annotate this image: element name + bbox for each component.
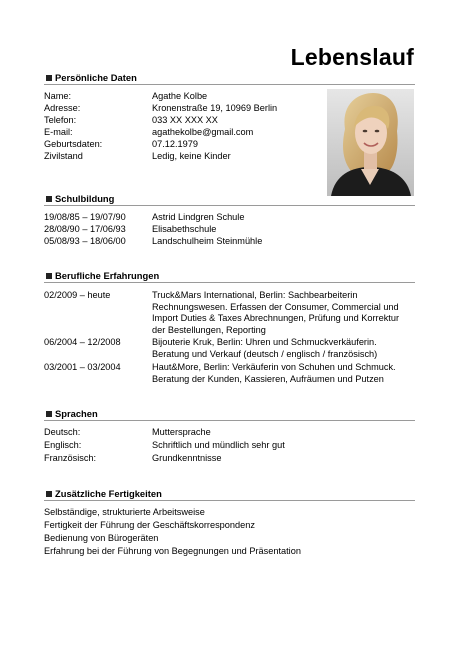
bullet-square-icon xyxy=(46,273,52,279)
skill-item: Selbständige, strukturierte Arbeitsweise xyxy=(44,507,205,517)
date-range: 28/08/90 – 17/06/93 xyxy=(44,224,126,234)
section-heading-label: Zusätzliche Fertigkeiten xyxy=(55,488,162,499)
field-value: agathekolbe@gmail.com xyxy=(152,127,254,137)
section-heading-school xyxy=(44,193,415,206)
skill-item: Bedienung von Bürogeräten xyxy=(44,533,159,543)
field-label: E-mail: xyxy=(44,127,73,137)
skill-item: Erfahrung bei der Führung von Begegnungen und Präsentation xyxy=(44,546,301,556)
skill-item: Fertigkeit der Führung der Geschäftskorrespondenz xyxy=(44,520,255,530)
date-range: 02/2009 – heute xyxy=(44,290,111,300)
page-title: Lebenslauf xyxy=(290,44,414,70)
field-value: 033 XX XXX XX xyxy=(152,115,218,125)
date-range: 19/08/85 – 19/07/90 xyxy=(44,212,126,222)
language-name: Französisch: xyxy=(44,453,97,463)
language-name: Deutsch: xyxy=(44,427,81,437)
school-name: Landschulheim Steinmühle xyxy=(152,236,263,246)
school-name: Elisabethschule xyxy=(152,224,217,234)
bullet-square-icon xyxy=(46,196,52,202)
portrait-icon xyxy=(327,89,414,196)
date-range: 06/2004 – 12/2008 xyxy=(44,337,121,347)
section-heading-skills xyxy=(44,488,415,501)
bullet-square-icon xyxy=(46,491,52,497)
section-heading-label: Persönliche Daten xyxy=(55,72,137,83)
field-value: Kronenstraße 19, 10969 Berlin xyxy=(152,103,278,113)
job-description: Haut&More, Berlin: Verkäuferin von Schuhen und Schmuck. Beratung der Kunden, Kassieren, Aufräumen und Putzen xyxy=(152,362,396,384)
field-value: 07.12.1979 xyxy=(152,139,198,149)
language-name: Englisch: xyxy=(44,440,82,450)
language-level: Grundkenntnisse xyxy=(152,453,222,463)
section-heading-work xyxy=(44,270,415,283)
profile-photo xyxy=(327,89,414,196)
school-name: Astrid Lindgren Schule xyxy=(152,212,245,222)
field-label: Telefon: xyxy=(44,115,77,125)
field-label: Name: xyxy=(44,91,72,101)
section-heading-label: Sprachen xyxy=(55,408,98,419)
section-heading-label: Berufliche Erfahrungen xyxy=(55,270,160,281)
job-description: Bijouterie Kruk, Berlin: Uhren und Schmuckverkäuferin. Beratung und Verkauf (deutsch / englisch / französisch) xyxy=(152,337,378,359)
job-description: Truck&Mars International, Berlin: Sachbearbeiterin Rechnungswesen. Erfassen der Consumer, Commercial und Import Duties & Taxes Abrechnungen, Prüfung und Korrektur der Bestellungen, Reporting xyxy=(152,290,400,335)
field-label: Zivilstand xyxy=(44,151,83,161)
section-heading-label: Schulbildung xyxy=(55,193,115,204)
date-range: 05/08/93 – 18/06/00 xyxy=(44,236,126,246)
language-level: Schriftlich und mündlich sehr gut xyxy=(152,440,285,450)
date-range: 03/2001 – 03/2004 xyxy=(44,362,121,372)
section-heading-languages xyxy=(44,408,415,421)
bullet-square-icon xyxy=(46,75,52,81)
field-label: Geburtsdaten: xyxy=(44,139,103,149)
section-heading-personal xyxy=(44,72,415,85)
field-value: Agathe Kolbe xyxy=(152,91,208,101)
bullet-square-icon xyxy=(46,411,52,417)
language-level: Muttersprache xyxy=(152,427,211,437)
field-value: Ledig, keine Kinder xyxy=(152,151,231,161)
field-label: Adresse: xyxy=(44,103,81,113)
